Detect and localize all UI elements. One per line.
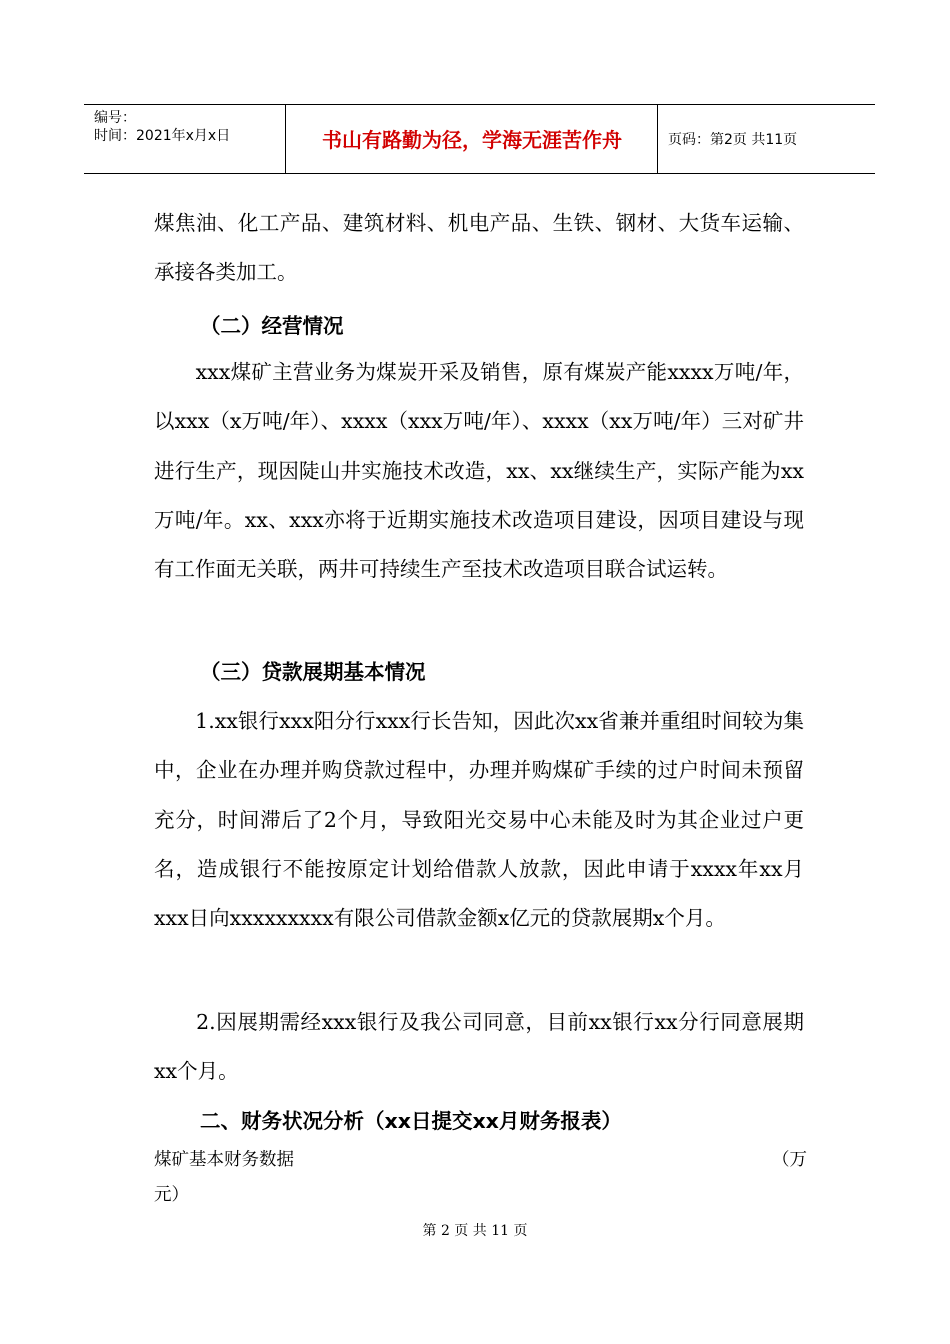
paragraph-business-scope: 煤焦油、化工产品、建筑材料、机电产品、生铁、钢材、大货车运输、承接各类加工。 — [154, 211, 804, 285]
section-heading-operations: （二）经营情况 — [200, 314, 344, 338]
paragraph-loan-approval: 2.因展期需经xxx银行及我公司同意，目前xx银行xx分行同意展期xx个月。 — [154, 1010, 804, 1084]
header-page-info: 页码：第2页 共11页 — [668, 132, 798, 148]
unit-label-continued: 元） — [154, 1185, 189, 1205]
document-number-label: 编号： — [94, 110, 136, 126]
unit-label: （万 — [772, 1150, 807, 1170]
header-divider — [657, 105, 658, 173]
page-footer: 第 2 页 共 11 页 — [422, 1223, 528, 1239]
section-heading-financial-analysis: 二、财务状况分析（xx日提交xx月财务报表） — [200, 1109, 622, 1133]
document-date-label: 时间：2021年x月x日 — [94, 128, 231, 144]
header-divider — [285, 105, 286, 173]
paragraph-loan-reason: 1.xx银行xxx阳分行xxx行长告知，因此次xx省兼并重组时间较为集中，企业在办理并购贷款过程中，办理并购煤矿手续的过户时间未预留充分，时间滞后了2个月，导致阳光交易中心未能及时为其企业过户更名，造成银行不能按原定计划给借款人放款，因此申请于xxxx年xx月xxx日向xxxxxxxxx有限公司借款金额x亿元的贷款展期x个月。 — [154, 709, 804, 931]
section-heading-loan-extension: （三）贷款展期基本情况 — [200, 660, 426, 684]
header-motto: 书山有路勤为径，学海无涯苦作舟 — [322, 128, 622, 152]
page-header — [84, 104, 875, 174]
paragraph-operations: xxx煤矿主营业务为煤炭开采及销售，原有煤炭产能xxxx万吨/年，以xxx（x万吨/年）、xxxx（xxx万吨/年）、xxxx（xx万吨/年）三对矿井进行生产，现因陡山井实施技术改造，xx、xx继续生产，实际产能为xx万吨/年。xx、xxx亦将于近期实施技术改造项目建设，因项目建设与现有工作面无关联，两井可持续生产至技术改造项目联合试运转。 — [154, 360, 804, 582]
table-caption: 煤矿基本财务数据 — [154, 1150, 294, 1170]
